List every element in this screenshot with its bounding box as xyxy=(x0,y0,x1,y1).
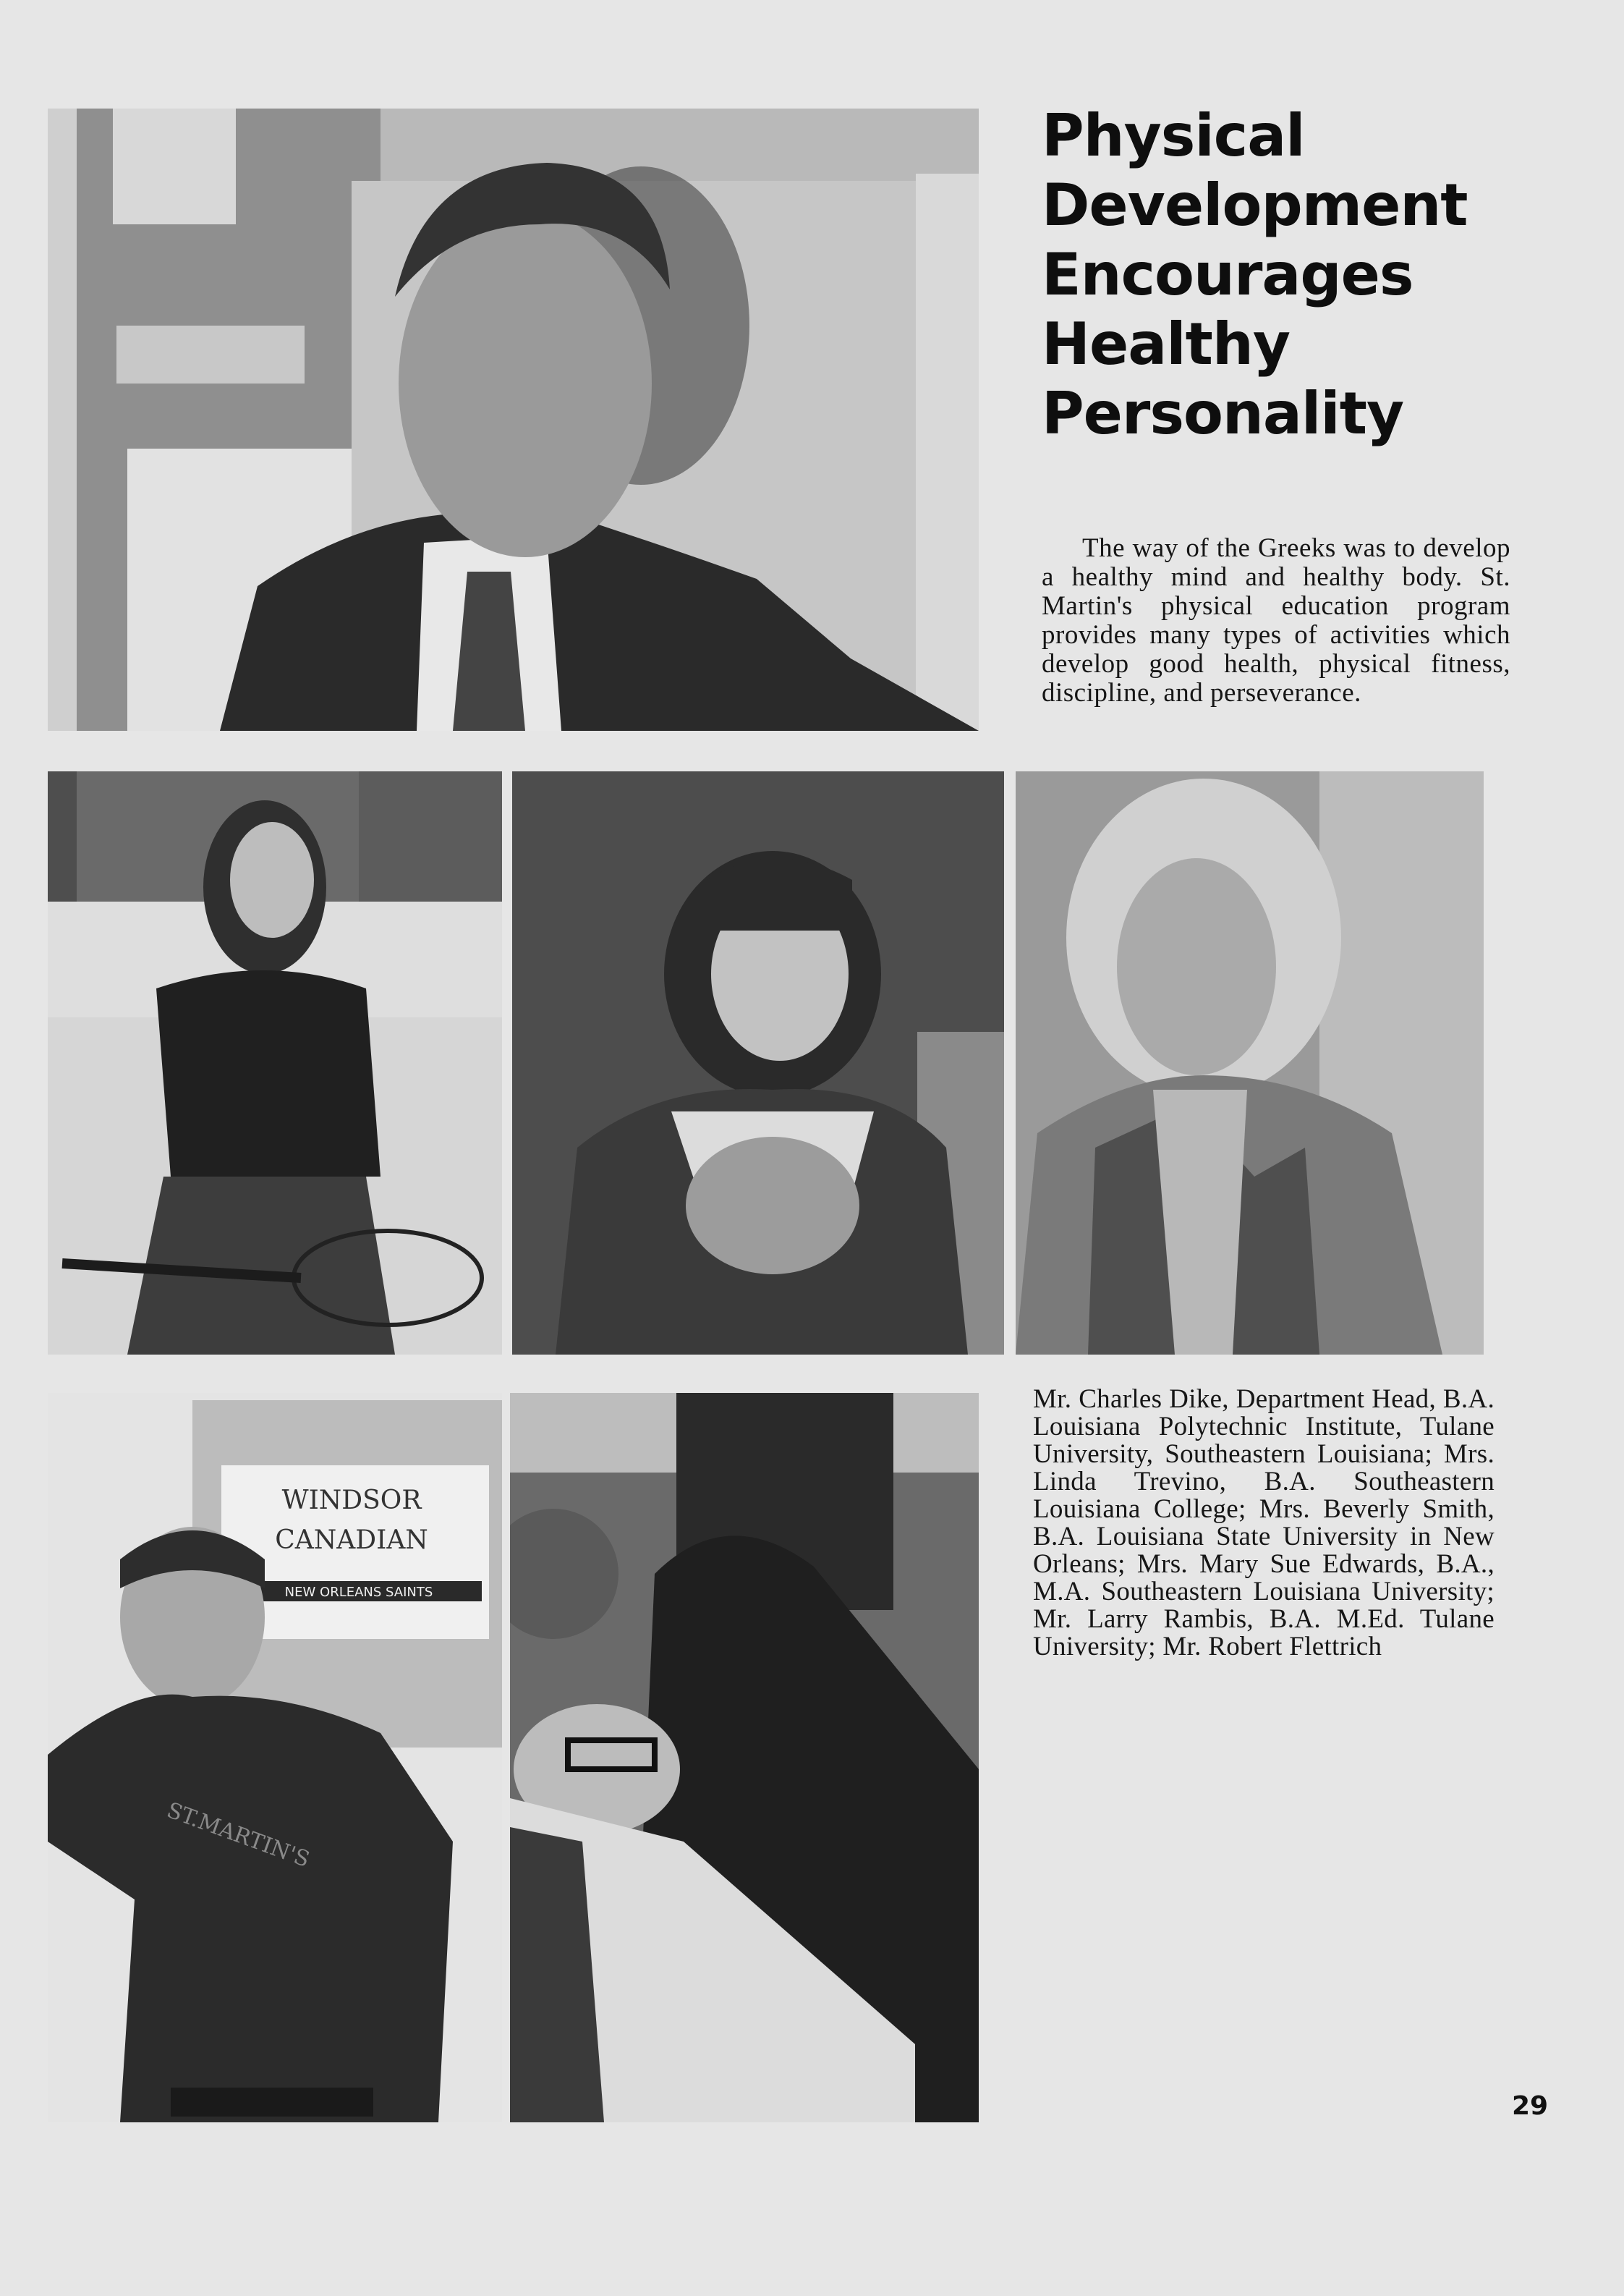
headline-line: Physical xyxy=(1042,102,1305,169)
blonde-woman-image xyxy=(1016,771,1484,1355)
girl-with-racket-image xyxy=(48,771,502,1355)
headline-line: Personality xyxy=(1042,380,1404,447)
girl-smiling-image xyxy=(512,771,1004,1355)
poster-line: CANADIAN xyxy=(275,1525,428,1555)
man-reclining-photo xyxy=(510,1393,979,2122)
man-st-martins-shirt-image xyxy=(48,1393,502,2122)
blonde-woman-photo xyxy=(1016,771,1484,1355)
page-number: 29 xyxy=(1512,2091,1549,2121)
man-reclining-image xyxy=(510,1393,979,2122)
article-headline xyxy=(1042,101,1591,449)
headline-line: Encourages xyxy=(1042,241,1413,308)
headline-line: Development xyxy=(1042,171,1468,239)
girl-with-racket-photo xyxy=(48,771,502,1355)
poster-line: NEW ORLEANS SAINTS xyxy=(284,1585,433,1600)
department-head-photo xyxy=(48,109,979,731)
portrait-man-suit-image xyxy=(48,109,979,731)
intro-paragraph: The way of the Greeks was to develop a healthy mind and healthy body. St. Martin's physical education program provides many types of activities which develop good health, physical fitness, discipline, and perseverance. xyxy=(1042,533,1510,708)
girl-smiling-photo xyxy=(512,771,1004,1355)
headline-line: Healthy xyxy=(1042,310,1290,378)
man-st-martins-shirt-photo xyxy=(48,1393,502,2122)
poster-line: WINDSOR xyxy=(281,1486,422,1515)
staff-caption: Mr. Charles Dike, Department Head, B.A. Louisiana Polytechnic Institute, Tulane University, Southeastern Louisiana; Mrs. Linda Trevino, B.A. Southeastern Louisiana College; Mrs. Beverly Smith, B.A. Louisiana State University in New Orleans; Mrs. Mary Sue Edwards, B.A., M.A. Southeastern Louisiana University; Mr. Larry Rambis, B.A. M.Ed. Tulane University; Mr. Robert Flettrich xyxy=(1033,1384,1495,1661)
shirt-lettering: ST.MARTIN'S xyxy=(163,1797,313,1873)
